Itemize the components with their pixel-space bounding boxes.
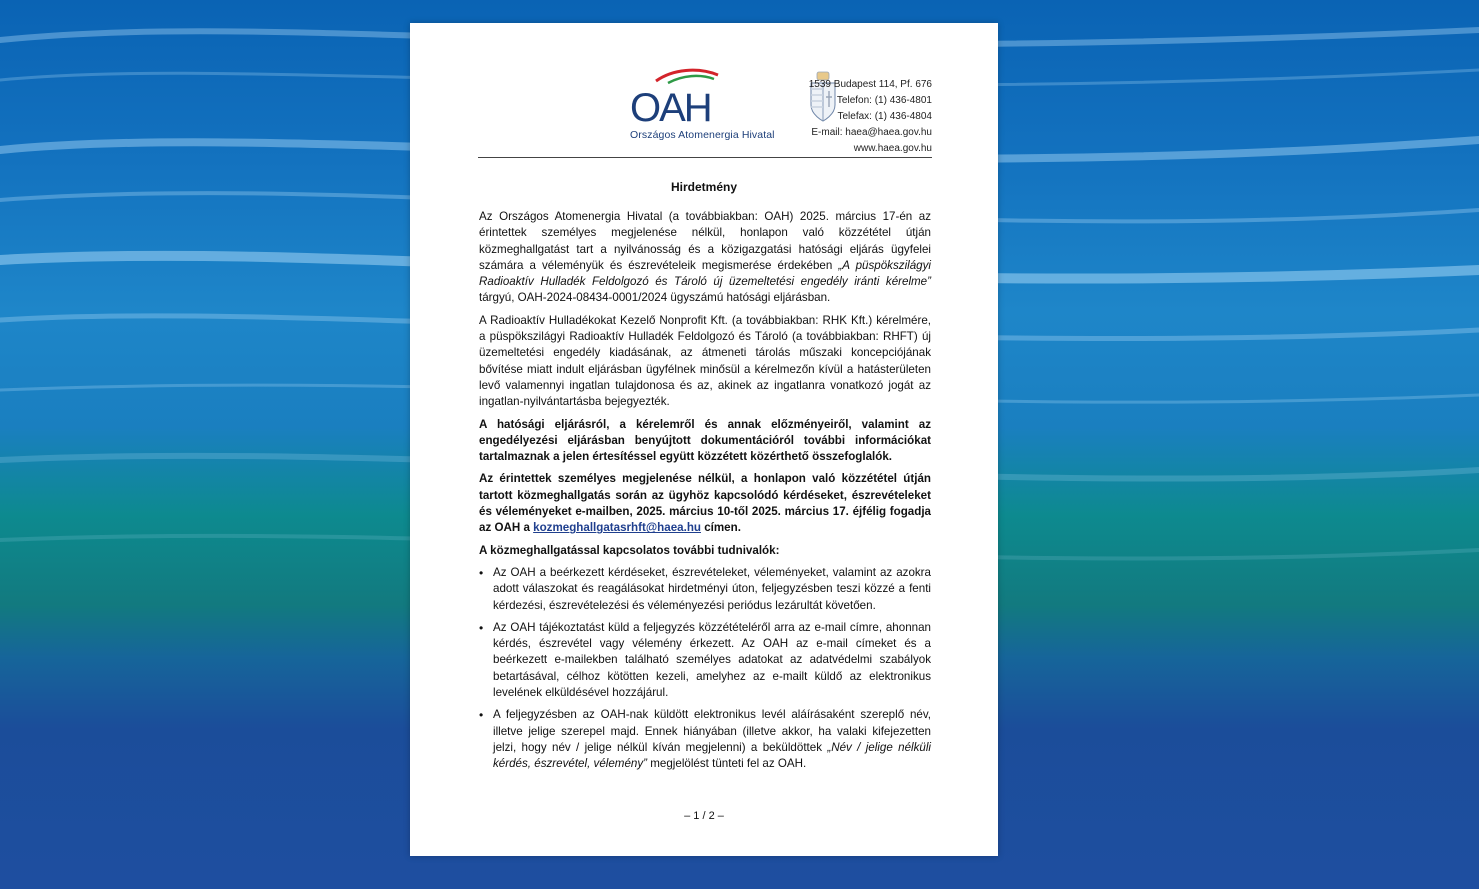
- notes-list: [479, 565, 931, 773]
- paragraph-submission: Az érintettek személyes megjelenése nélkül, a honlapon való közzététel útján tartott közmeghallgatás során az ügyhöz kapcsolódó kérdéseket, észrevételeket és véleményeket e-mailben, 2025. március 10-től 2025. március 17. éjfélig fogadja az OAH a kozmeghallgatasrhft@haea.hu címen.: [479, 472, 931, 535]
- paragraph-applicant: A Radioaktív Hulladékokat Kezelő Nonprofit Kft. (a továbbiakban: RHK Kft.) kérelmére, a püspökszilágyi Radioaktív Hulladék Feldolgozó és Tároló (a továbbiakban: RHFT) új üzemeltetési engedély kiadásának, az átmeneti tárolás műszaki koncepciójának bővítése miatt indult eljárásban ügyfélnek minősül a kérelmezőn kívül a hatásterületen levő valamennyi ingatlan tulajdonosa és az, akinek az ingatlanra vonatkozó jogát az ingatlan-nyilvántartásba bejegyezték.: [479, 313, 931, 409]
- paragraph-intro: Az Országos Atomenergia Hivatal (a továbbiakban: OAH) 2025. március 17-én az érintettek személyes megjelenése nélkül, honlapon való közzététel útján közmeghallgatást tart a nyilvánosság és a közigazgatási hatósági eljárás ügyfelei számára a véleményük és észrevételeik megismerése érdekében „A püspökszilágyi Radioaktív Hulladék Feldolgozó és Tároló új üzemeltetési engedély iránti kérelme” tárgyú, OAH-2024-08434-0001/2024 ügyszámú hatósági eljárásban.: [479, 210, 931, 305]
- submission-email-link[interactable]: kozmeghallgatasrhft@haea.hu: [533, 521, 701, 535]
- document-body: [479, 209, 931, 779]
- page-number: – 1 / 2 –: [684, 810, 724, 822]
- list-item: • Az OAH a beérkezett kérdéseket, észrevételeket, véleményeket, valamint az azokra adott válaszokat és reagálásokat hirdetményi úton, feljegyzésben teszi közzé a fenti kérdezési, észrevételezési és véleményezési periódus lezárultát követően.: [479, 565, 931, 614]
- list-item: • Az OAH tájékoztatást küld a feljegyzés közzétételéről arra az e-mail címre, ahonnan kérdés, észrevétel vagy vélemény érkezett. Az OAH az e-mail címeket és a beérkezett e-mailekben található személyes adatokat az adatvédelmi szabályok betartásával, célhoz kötötten kezeli, amelyhez az e-mailt küldő az elektronikus levelének elküldésével hozzájárul.: [479, 620, 931, 701]
- contact-phone: Telefon: (1) 436-4801: [836, 95, 932, 106]
- contact-address: 1539 Budapest 114, Pf. 676: [808, 79, 932, 90]
- document-page: [410, 23, 998, 856]
- svg-text:OAH: OAH: [630, 86, 711, 129]
- letterhead: [478, 63, 932, 159]
- document-title: Hirdetmény: [670, 180, 738, 194]
- contact-block: [809, 77, 932, 157]
- contact-email[interactable]: E-mail: haea@haea.gov.hu: [811, 127, 932, 138]
- contact-fax: Telefax: (1) 436-4804: [837, 111, 932, 122]
- paragraph-information: A hatósági eljárásról, a kérelemről és annak előzményeiről, valamint az engedélyezési eljárásban benyújtott dokumentációról további információkat tartalmaznak a jelen értesítéssel együtt közzétett közérthető összefoglalók.: [479, 417, 931, 464]
- oah-logo-icon: [628, 67, 738, 129]
- header-divider: [478, 157, 932, 158]
- contact-website[interactable]: www.haea.gov.hu: [853, 143, 932, 154]
- list-item: • A feljegyzésben az OAH-nak küldött elektronikus levél aláírásaként szereplő név, illetve jelige szerepel majd. Ennek hiányában (illetve akkor, ha valaki kifejezetten jelzi, hogy név / jelige nélkül kíván megjelenni) a beküldöttek „Név / jelige nélküli kérdés, észrevétel, vélemény” megjelölést tünteti fel az OAH.: [479, 707, 931, 772]
- subheading: A közmeghallgatással kapcsolatos további tudnivalók:: [479, 543, 780, 557]
- logo-caption: Országos Atomenergia Hivatal: [630, 129, 775, 141]
